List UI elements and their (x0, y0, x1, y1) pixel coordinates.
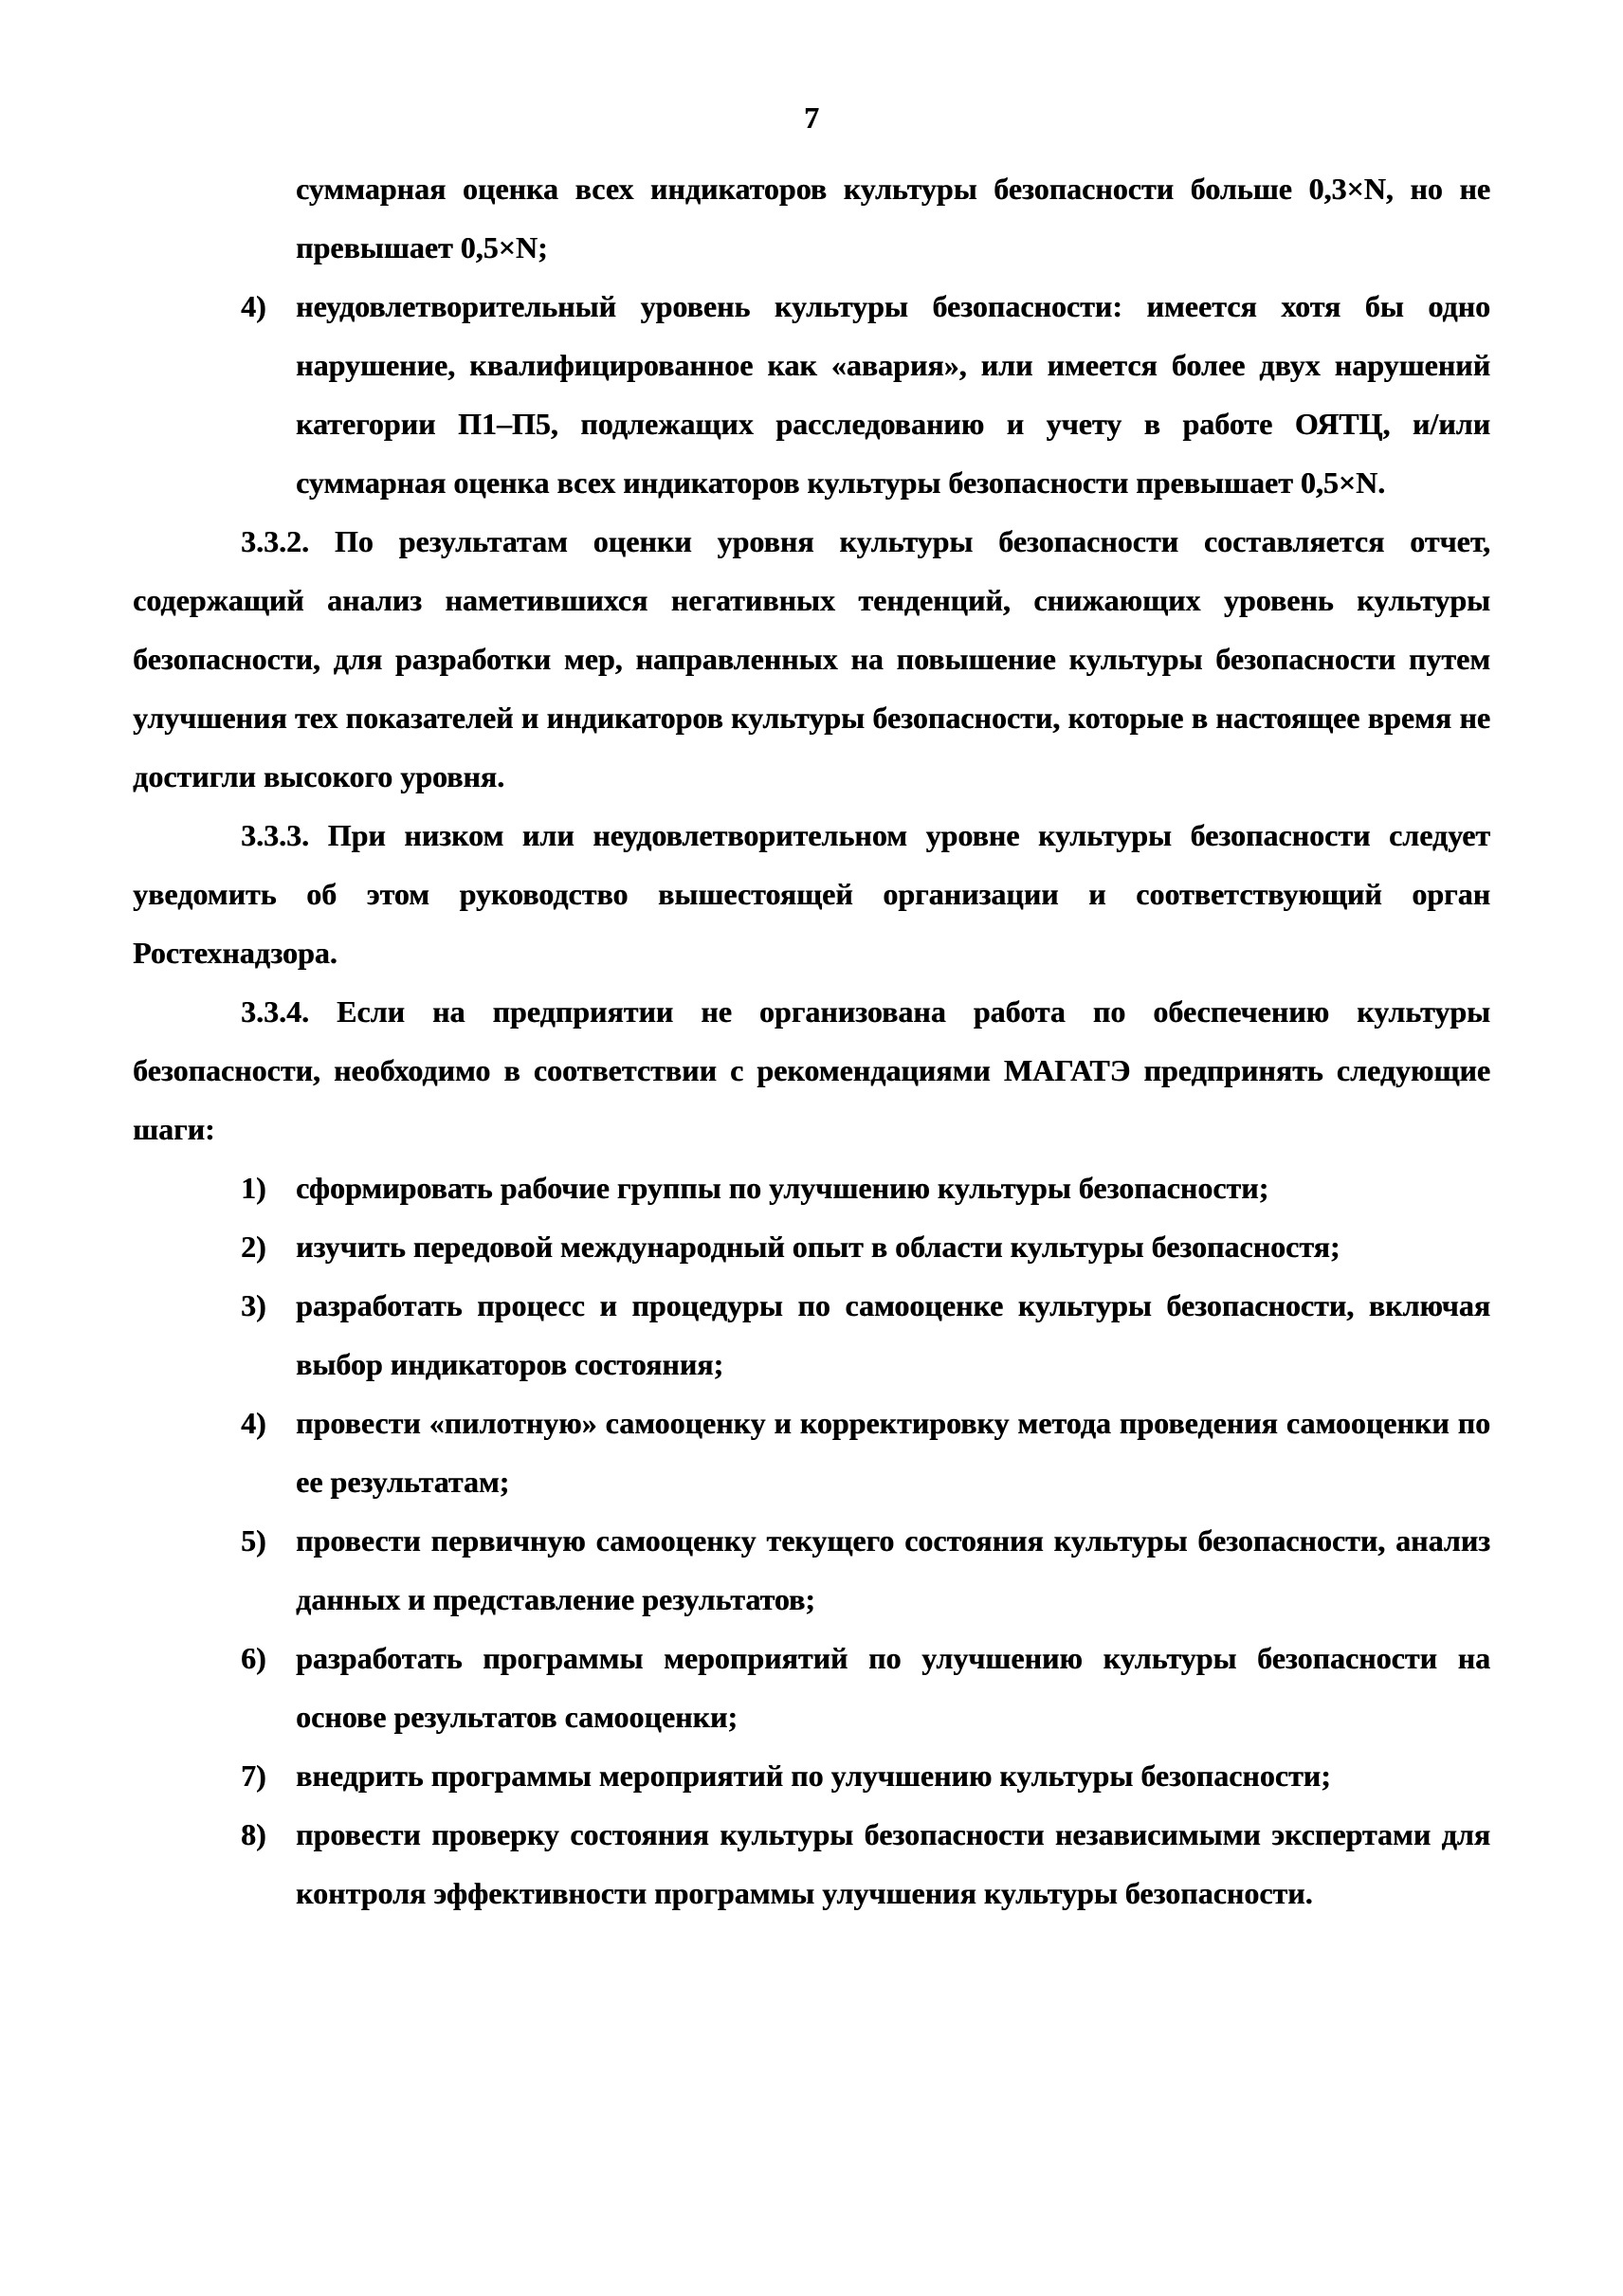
list-item-number: 4) (241, 1406, 266, 1440)
list-item-number: 2) (241, 1230, 266, 1264)
list-item-number: 8) (241, 1817, 266, 1851)
list-item-number: 6) (241, 1641, 266, 1675)
document-body (133, 159, 1490, 1922)
list-item-number: 5) (241, 1523, 266, 1558)
continued-list-item (133, 159, 1490, 277)
list-item (133, 1217, 1490, 1276)
continued-item-text: суммарная оценка всех индикаторов культуры безопасности больше 0,3×N, но не превышает 0,5×N; (296, 172, 1490, 264)
list-item-number: 3) (241, 1288, 266, 1322)
level-item-number: 4) (241, 289, 266, 323)
list-item-text: сформировать рабочие группы по улучшению культуры безопасности; (296, 1171, 1269, 1205)
list-item-text: провести «пилотную» самооценку и корректировку метода проведения самооценки по ее результатам; (296, 1406, 1490, 1499)
list-item (133, 1805, 1490, 1922)
list-item (133, 1746, 1490, 1805)
list-item-number: 7) (241, 1758, 266, 1793)
list-item (133, 1158, 1490, 1217)
list-item-text: провести проверку состояния культуры безопасности независимыми экспертами для контроля эффективности программы улучшения культуры безопасности. (296, 1817, 1490, 1910)
list-item-number: 1) (241, 1171, 266, 1205)
list-item-text: разработать программы мероприятий по улучшению культуры безопасности на основе результатов самооценки; (296, 1641, 1490, 1734)
steps-list (133, 1158, 1490, 1922)
level-item-unsatisfactory (133, 277, 1490, 512)
paragraph-3-3-3: 3.3.3. При низком или неудовлетворительном уровне культуры безопасности следует уведомить об этом руководство вышестоящей организации и соответствующий орган Ростехнадзора. (133, 818, 1490, 970)
list-item-text: разработать процесс и процедуры по самооценке культуры безопасности, включая выбор индикаторов состояния; (296, 1288, 1490, 1381)
list-item-text: провести первичную самооценку текущего состояния культуры безопасности, анализ данных и представление результатов; (296, 1523, 1490, 1616)
level-item-text: неудовлетворительный уровень культуры безопасности: имеется хотя бы одно нарушение, квалифицированное как «авария», или имеется более двух нарушений категории П1–П5, подлежащих расследованию и учету в работе ОЯТЦ, и/или суммарная оценка всех индикаторов культуры безопасности превышает 0,5×N. (296, 289, 1490, 500)
list-item (133, 1511, 1490, 1629)
list-item (133, 1276, 1490, 1394)
list-item (133, 1394, 1490, 1511)
paragraph-3-3-4: 3.3.4. Если на предприятии не организована работа по обеспечению культуры безопасности, необходимо в соответствии с рекомендациями МАГАТЭ предпринять следующие шаги: (133, 994, 1490, 1146)
paragraph-3-3-2: 3.3.2. По результатам оценки уровня культуры безопасности составляется отчет, содержащий анализ наметившихся негативных тенденций, снижающих уровень культуры безопасности, для разработки мер, направленных на повышение культуры безопасности путем улучшения тех показателей и индикаторов культуры безопасности, которые в настоящее время не достигли высокого уровня. (133, 524, 1490, 793)
list-item-text: изучить передовой международный опыт в области культуры безопасностя; (296, 1230, 1340, 1264)
page-number: 7 (804, 100, 819, 135)
list-item-text: внедрить программы мероприятий по улучшению культуры безопасности; (296, 1758, 1331, 1793)
list-item (133, 1629, 1490, 1746)
